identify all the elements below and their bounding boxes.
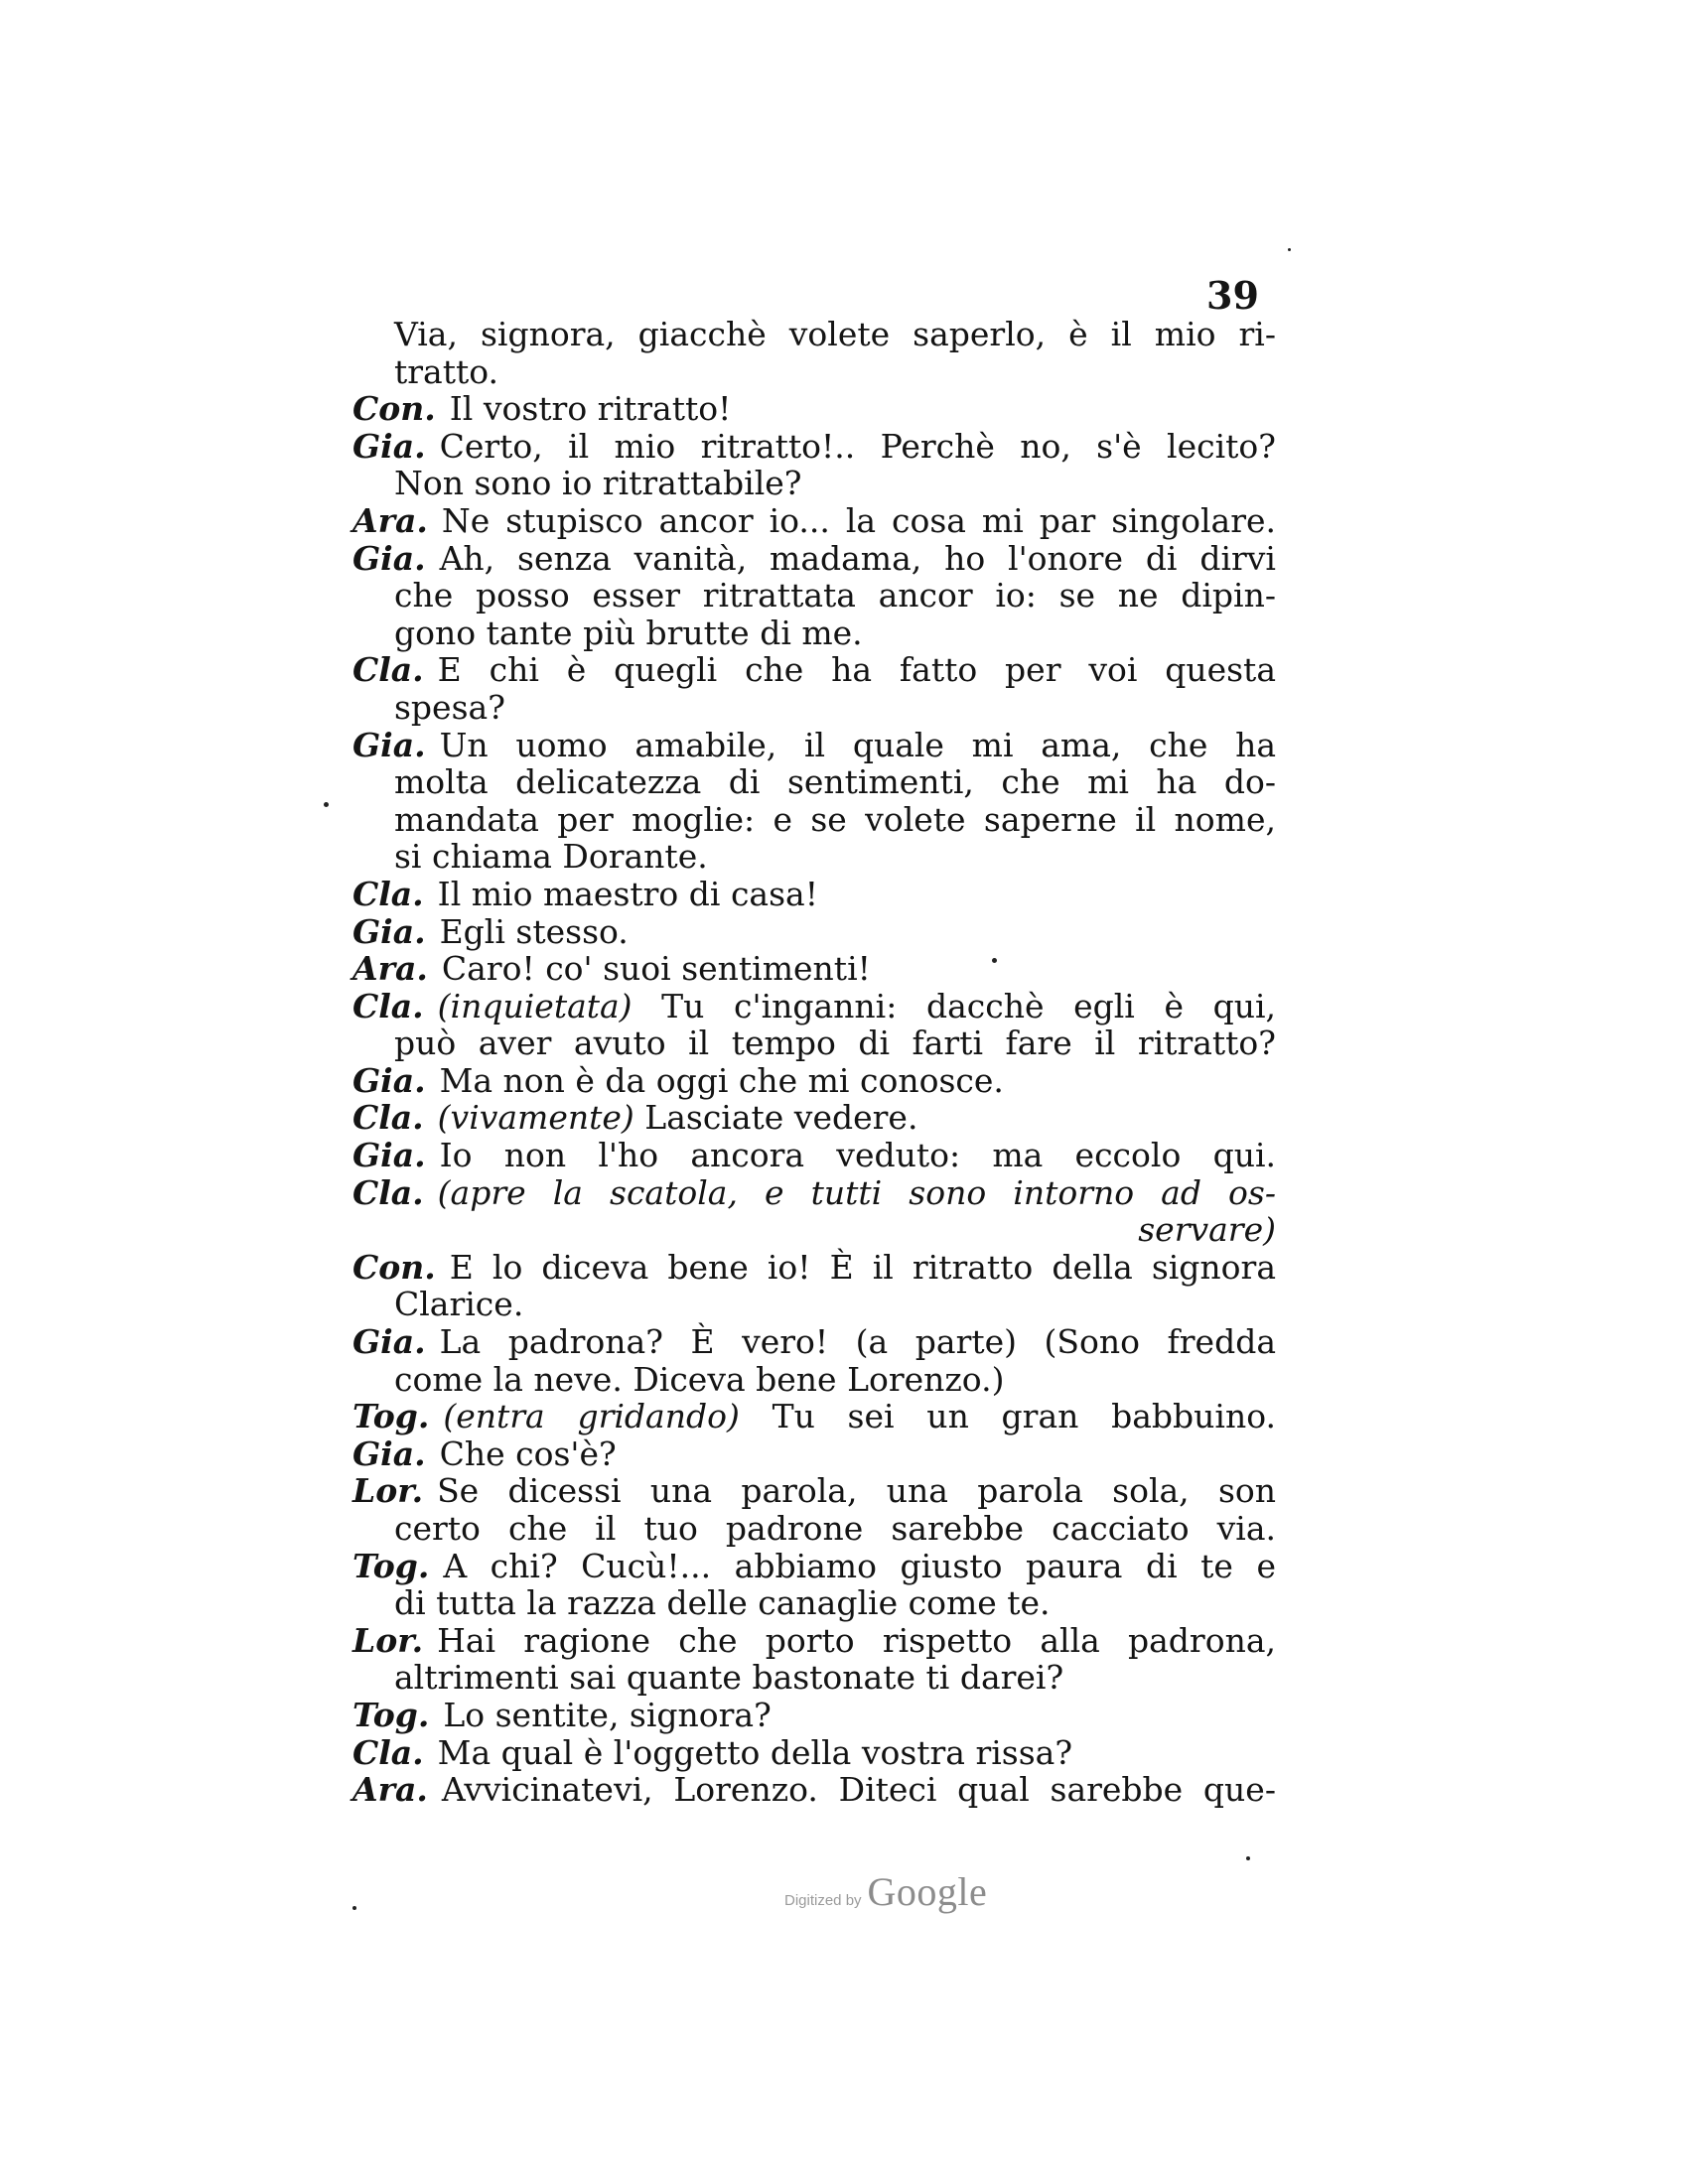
line-text: Caro! co' suoi sentimenti! bbox=[441, 949, 871, 989]
line-text: tratto. bbox=[394, 351, 499, 391]
dialogue-line bbox=[352, 1734, 1276, 1772]
speaker-label: Cla. bbox=[352, 1732, 424, 1772]
stage-direction: servare) bbox=[1138, 1210, 1276, 1250]
dialogue-continuation bbox=[352, 838, 1276, 876]
line-text: La padrona? È vero! (a parte) (Sono fredda bbox=[439, 1322, 1276, 1362]
line-text: molta delicatezza di sentimenti, che mi ha do- bbox=[394, 762, 1276, 802]
dialogue-continuation bbox=[352, 1584, 1276, 1622]
dialogue-line bbox=[352, 1323, 1276, 1361]
dialogue-text bbox=[352, 316, 1276, 1809]
line-text: Avvicinatevi, Lorenzo. Diteci qual sarebbe que- bbox=[441, 1770, 1276, 1810]
dialogue-continuation bbox=[352, 577, 1276, 614]
speaker-label: Cla. bbox=[352, 1098, 424, 1138]
speaker-label: Cla. bbox=[352, 874, 424, 913]
scan-speck bbox=[1288, 248, 1291, 251]
line-text: E chi è quegli che ha fatto per voi questa bbox=[437, 650, 1276, 690]
line-text: Ma non è da oggi che mi conosce. bbox=[439, 1060, 1004, 1100]
speaker-label: Lor. bbox=[352, 1471, 424, 1511]
dialogue-line bbox=[352, 950, 1276, 988]
line-text: Tu c'inganni: dacchè egli è qui, bbox=[661, 986, 1276, 1025]
dialogue-line bbox=[352, 1062, 1276, 1100]
dialogue-line bbox=[352, 502, 1276, 540]
dialogue-continuation bbox=[352, 1211, 1276, 1249]
line-text: Il vostro ritratto! bbox=[449, 389, 732, 429]
line-text: Che cos'è? bbox=[439, 1433, 617, 1473]
speaker-label: Tog. bbox=[352, 1546, 430, 1585]
dialogue-line bbox=[352, 876, 1276, 913]
scan-speck bbox=[1246, 1856, 1250, 1860]
dialogue-continuation bbox=[352, 1286, 1276, 1323]
dialogue-line bbox=[352, 1249, 1276, 1287]
dialogue-line bbox=[352, 727, 1276, 764]
stage-direction: (vivamente) bbox=[437, 1098, 645, 1138]
line-text: Clarice. bbox=[394, 1285, 524, 1324]
line-text: Hai ragione che porto rispetto alla padrona, bbox=[437, 1620, 1276, 1660]
speaker-label: Con. bbox=[352, 1247, 436, 1287]
speaker-label: Lor. bbox=[352, 1620, 424, 1660]
line-text: Certo, il mio ritratto!.. Perchè no, s'è lecito? bbox=[439, 426, 1276, 466]
dialogue-continuation bbox=[352, 465, 1276, 502]
line-text: di tutta la razza delle canaglie come te. bbox=[394, 1583, 1051, 1623]
dialogue-line bbox=[352, 651, 1276, 689]
line-text: A chi? Cucù!... abbiamo giusto paura di te e bbox=[443, 1546, 1276, 1585]
dialogue-line bbox=[352, 1697, 1276, 1734]
speaker-label: Cla. bbox=[352, 986, 424, 1025]
dialogue-line bbox=[352, 1137, 1276, 1174]
dialogue-line bbox=[352, 1472, 1276, 1510]
line-text: E lo diceva bene io! È il ritratto della signora bbox=[449, 1247, 1276, 1287]
dialogue-continuation bbox=[352, 1659, 1276, 1697]
speaker-label: Cla. bbox=[352, 650, 424, 690]
speaker-label: Gia. bbox=[352, 538, 426, 578]
speaker-label: Cla. bbox=[352, 1172, 424, 1212]
dialogue-line bbox=[352, 1435, 1276, 1473]
speaker-label: Gia. bbox=[352, 1136, 426, 1175]
line-text: certo che il tuo padrone sarebbe cacciato via. bbox=[394, 1509, 1276, 1548]
dialogue-line bbox=[352, 1548, 1276, 1585]
line-text: altrimenti sai quante bastonate ti darei? bbox=[394, 1658, 1064, 1698]
speaker-label: Ara. bbox=[352, 500, 428, 540]
digitized-by-google-watermark bbox=[784, 1868, 987, 1915]
digitized-label: Digitized by bbox=[784, 1892, 862, 1909]
stage-direction: (inquietata) bbox=[437, 986, 662, 1025]
dialogue-continuation bbox=[352, 1361, 1276, 1399]
dialogue-continuation bbox=[352, 353, 1276, 391]
google-logo: Google bbox=[867, 1869, 988, 1914]
dialogue-line bbox=[352, 1174, 1276, 1212]
line-text: Ma qual è l'oggetto della vostra rissa? bbox=[437, 1732, 1073, 1772]
line-text: Non sono io ritrattabile? bbox=[394, 464, 802, 503]
dialogue-line bbox=[352, 913, 1276, 951]
line-text: Ah, senza vanità, madama, ho l'onore di dirvi bbox=[439, 538, 1276, 578]
dialogue-line bbox=[352, 1622, 1276, 1660]
stage-direction: (entra gridando) bbox=[443, 1397, 773, 1436]
line-text: come la neve. Diceva bene Lorenzo.) bbox=[394, 1359, 1005, 1399]
dialogue-line bbox=[352, 428, 1276, 466]
dialogue-continuation bbox=[352, 689, 1276, 727]
dialogue-line bbox=[352, 540, 1276, 578]
line-text: Tu sei un gran babbuino. bbox=[772, 1397, 1276, 1436]
stage-direction: (apre la scatola, e tutti sono intorno ad os- bbox=[437, 1172, 1276, 1212]
dialogue-line bbox=[352, 390, 1276, 428]
line-text: mandata per moglie: e se volete saperne il nome, bbox=[394, 799, 1276, 839]
speaker-label: Gia. bbox=[352, 1433, 426, 1473]
speaker-label: Tog. bbox=[352, 1695, 430, 1734]
line-text: si chiama Dorante. bbox=[394, 837, 708, 877]
dialogue-continuation bbox=[352, 316, 1276, 353]
line-text: Un uomo amabile, il quale mi ama, che ha bbox=[439, 725, 1276, 764]
dialogue-line bbox=[352, 1398, 1276, 1435]
dialogue-line bbox=[352, 1099, 1276, 1137]
speaker-label: Ara. bbox=[352, 949, 428, 989]
dialogue-continuation bbox=[352, 1510, 1276, 1548]
dialogue-continuation bbox=[352, 801, 1276, 839]
page-number: 39 bbox=[1206, 273, 1259, 318]
line-text: può aver avuto il tempo di farti fare il ritratto? bbox=[394, 1024, 1276, 1063]
line-text: Se dicessi una parola, una parola sola, son bbox=[437, 1471, 1276, 1511]
speaker-label: Tog. bbox=[352, 1397, 430, 1436]
line-text: Io non l'ho ancora veduto: ma eccolo qui. bbox=[439, 1136, 1276, 1175]
scan-speck bbox=[992, 958, 997, 963]
speaker-label: Ara. bbox=[352, 1770, 428, 1810]
speaker-label: Con. bbox=[352, 389, 436, 429]
scan-speck bbox=[352, 1906, 356, 1910]
line-text: Lasciate vedere. bbox=[644, 1098, 918, 1138]
scan-speck bbox=[324, 802, 329, 807]
line-text: Lo sentite, signora? bbox=[443, 1695, 772, 1734]
speaker-label: Gia. bbox=[352, 426, 426, 466]
line-text: Ne stupisco ancor io... la cosa mi par singolare. bbox=[441, 500, 1276, 540]
dialogue-continuation bbox=[352, 763, 1276, 801]
line-text: Via, signora, giacchè volete saperlo, è il mio ri- bbox=[394, 315, 1276, 353]
line-text: gono tante più brutte di me. bbox=[394, 613, 863, 652]
line-text: Egli stesso. bbox=[439, 911, 629, 951]
speaker-label: Gia. bbox=[352, 725, 426, 764]
dialogue-line bbox=[352, 988, 1276, 1025]
line-text: spesa? bbox=[394, 687, 505, 727]
dialogue-continuation bbox=[352, 1024, 1276, 1062]
dialogue-line bbox=[352, 1771, 1276, 1809]
line-text: che posso esser ritrattata ancor io: se ne dipin- bbox=[394, 576, 1276, 615]
speaker-label: Gia. bbox=[352, 911, 426, 951]
speaker-label: Gia. bbox=[352, 1060, 426, 1100]
speaker-label: Gia. bbox=[352, 1322, 426, 1362]
dialogue-continuation bbox=[352, 614, 1276, 652]
line-text: Il mio maestro di casa! bbox=[437, 874, 818, 913]
